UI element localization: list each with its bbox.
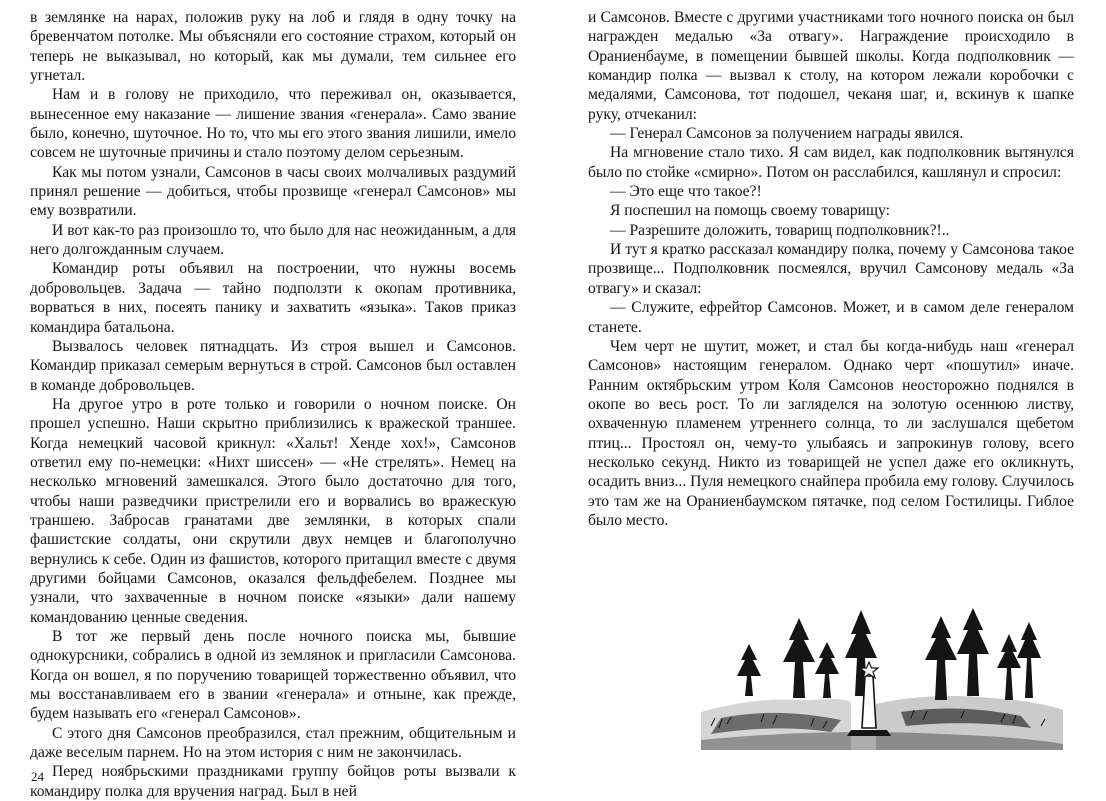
right-text-column bbox=[588, 8, 1074, 530]
paragraph: Вызвалось человек пятнадцать. Из строя вышел и Самсонов. Командир приказал семерым вернуться в строй. Самсонов был оставлен в команде добровольцев. bbox=[30, 337, 516, 394]
dialogue-line: — Служите, ефрейтор Самсонов. Может, и в самом деле генералом станете. bbox=[588, 299, 1074, 336]
paragraph: Нам и в голову не приходило, что переживал он, оказывается, вынесенное ему наказание — лишение звания «генерала». Само звание было, конечно, шуточное. Но то, что мы его этого звания лишили, имело совсем не шуточные причины и стало поэтому делом серьезным. bbox=[30, 86, 516, 162]
fir-tree-silhouettes bbox=[737, 608, 1041, 700]
paragraph: в землянке на нарах, положив руку на лоб и глядя в одну точку на бревенчатом потолке. Мы объясняли его состояние страхом, который он теперь не выказывал, но который, как мы думали, тем сильнее его угнетал. bbox=[30, 9, 516, 85]
paragraph: И тут я кратко рассказал командиру полка, почему у Самсонова такое прозвище... Подполковник посмеялся, вручил Самсонову медаль «За отвагу» и сказал: bbox=[588, 241, 1074, 297]
right-page bbox=[553, 0, 1106, 800]
dialogue-line: — Разрешите доложить, товарищ подполковник?!.. bbox=[610, 221, 950, 239]
paragraph: Как мы потом узнали, Самсонов в часы своих молчаливых раздумий принял решение — добиться, чтобы прозвище «генерал Самсонов» мы ему возвратили. bbox=[30, 163, 516, 220]
paragraph: На другое утро в роте только и говорили о ночном поиске. Он прошел успешно. Наши скрытно приблизились к вражеской траншее. Когда немецкий часовой крикнул: «Хальт! Хенде хох!», Самсонов ответил ему по-немецки: «Нихт шиссен» — «Не стрелять». Немец на несколько мгновений замешкался. Этого было достаточно для того, чтобы наши разведчики пристрелили его и ворвались во вражескую траншею. Забросав гранатами две землянки, в которых спали фашистские солдаты, они скрутили двух немцев и благополучно вернулись к себе. Один из фашистов, которого притащил вместе с двумя другими бойцами Самсонов, оказался фельдфебелем. Позднее мы узнали, что захваченные в ночном поиске «языки» дали нашему командованию ценные сведения. bbox=[30, 395, 516, 626]
paragraph: И вот как-то раз произошло то, что было для нас неожиданным, а для него долгожданным случаем. bbox=[30, 221, 516, 259]
paragraph: Перед ноябрьскими праздниками группу бойцов роты вызвали к командиру полка для вручения наград. Был в ней bbox=[30, 763, 516, 800]
paragraph: Командир роты объявил на построении, что нужны восемь добровольцев. Задача — тайно подползти к окопам противника, ворваться в них, посеять панику и захватить «языка». Таков приказ командира батальона. bbox=[30, 260, 516, 336]
paragraph: Я поспешил на помощь своему товарищу: bbox=[610, 202, 890, 220]
dialogue-line: — Генерал Самсонов за получением награды явился. bbox=[610, 125, 964, 143]
paragraph: Чем черт не шутит, может, и стал бы когда-нибудь наш «генерал Самсонов» настоящим генералом. Однако черт «пошутил» иначе. Ранним октябрьским утром Коля Самсонов неосторожно поднялся в окопе во весь рост. То ли загляделся на золотую осеннюю листву, охваченную пламенем утреннего солнца, то ли заслушался щебетом птиц... Простоял он, чему-то улыбаясь и запрокинув голову, всего несколько секунд. Никто из товарищей не успел даже его окликнуть, осадить вниз... Пуля немецкого снайпера пробила ему голову. Случилось это там же на Ораниенбаумском пятачке, под селом Гостилицы. Гиблое было место. bbox=[588, 337, 1074, 529]
forest-obelisk-illustration bbox=[701, 600, 1063, 750]
paragraph: В тот же первый день после ночного поиска мы, бывшие однокурсники, собрались в одной из землянок и пригласили Самсонова. Когда он вошел, я по поручению товарищей торжественно объявил, что мы восстанавливаем его в звании «генерала» и отныне, как прежде, будем называть его «генерал Самсонов». bbox=[30, 628, 516, 723]
paragraph: и Самсонов. Вместе с другими участниками того ночного поиска он был награжден медалью «За отвагу». Награждение происходило в Ораниенбауме, в помещении бывшей школы. Когда подполковник — командир полка — вызвал к столу, на котором лежали коробочки с медалями, Самсонова, тот подошел, чеканя шаг, и, вскинув к шапке руку, отчеканил: bbox=[588, 9, 1074, 123]
dialogue-line: — Это еще что такое?! bbox=[610, 183, 762, 201]
ground-ink bbox=[701, 696, 1063, 750]
left-page bbox=[0, 0, 553, 800]
paragraph: На мгновение стало тихо. Я сам видел, как подполковник вытянулся было по стойке «смирно». Потом он расслабился, кашлянул и спросил: bbox=[588, 144, 1074, 181]
left-text-column bbox=[30, 8, 516, 801]
paragraph: С этого дня Самсонов преобразился, стал прежним, общительным и даже веселым парнем. Но на этом история с ним не закончилась. bbox=[30, 724, 516, 762]
page-number: 24 bbox=[31, 769, 44, 784]
